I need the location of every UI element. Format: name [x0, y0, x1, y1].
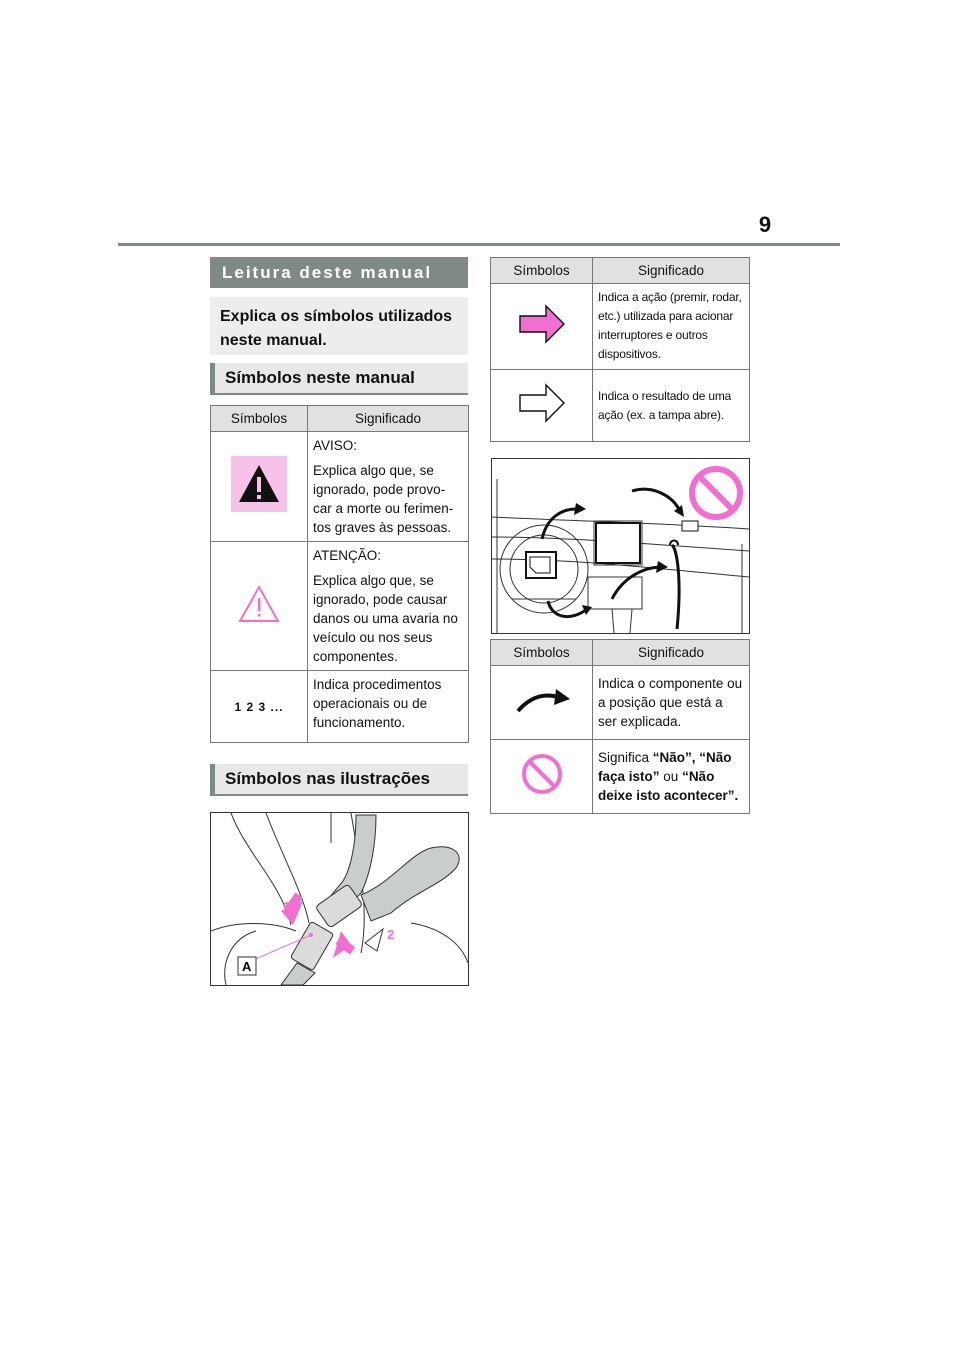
- prohibited-phrase-2: “Não deixe isto acontecer”.: [598, 769, 739, 803]
- result-text: Indica o resultado de uma ação (ex. a tampa abre).: [593, 370, 750, 442]
- component-text: Indica o componente ou a posição que está a ser explicada.: [593, 666, 750, 740]
- table-row: [211, 542, 469, 671]
- prohibited-prefix: Significa: [598, 750, 653, 765]
- arrows-table: [490, 257, 750, 442]
- prohibited-mid: ou: [659, 769, 683, 784]
- warning-text: Explica algo que, se ignorado, pode provo-car a morte ou ferimen-tos graves às pessoas.: [313, 463, 454, 535]
- caution-label: ATENÇÃO:: [313, 548, 382, 563]
- header-meaning: Significado: [593, 258, 750, 284]
- steps-text: Indica procedimentos operacionais ou de funcionamento.: [308, 671, 469, 743]
- steps-icon: 1 2 3 ...: [234, 699, 284, 714]
- symbols-heading: Símbolos neste manual: [210, 363, 468, 395]
- seatbelt-illustration: [210, 812, 469, 986]
- table-row: [211, 671, 469, 743]
- caution-icon: [237, 584, 281, 624]
- table-row: [491, 740, 750, 814]
- label-a: A: [242, 959, 252, 974]
- symbols-table: [210, 405, 469, 743]
- header-symbols: Símbolos: [491, 640, 593, 666]
- header-meaning: Significado: [593, 640, 750, 666]
- prohibited-phrase-1: “Não”, “Não faça isto”: [598, 750, 732, 784]
- step-1-label: 1: [283, 899, 291, 914]
- result-arrow-icon: [518, 382, 566, 424]
- header-meaning: Significado: [308, 406, 469, 432]
- table-row: [491, 666, 750, 740]
- section-title: Leitura deste manual: [210, 257, 468, 288]
- step-2-label: 2: [387, 927, 395, 942]
- prohibited-text: [593, 740, 750, 814]
- prohibited-icon: [520, 752, 564, 796]
- warning-label: AVISO:: [313, 438, 358, 453]
- component-table: [490, 639, 750, 814]
- header-rule: [118, 243, 840, 246]
- dashboard-illustration: [491, 458, 750, 634]
- table-row: [491, 284, 750, 370]
- warning-icon: [231, 456, 287, 512]
- caution-text: Explica algo que, se ignorado, pode causar danos ou uma avaria no veículo ou nos seus componentes.: [313, 573, 458, 664]
- table-row: [491, 370, 750, 442]
- header-symbols: Símbolos: [211, 406, 308, 432]
- page-number: 9: [758, 212, 772, 237]
- illustrations-heading: Símbolos nas ilustrações: [210, 764, 468, 796]
- table-row: [211, 432, 469, 542]
- action-arrow-icon: [518, 303, 566, 345]
- component-arrow-icon: [512, 685, 572, 715]
- intro-text: Explica os símbolos utilizados neste manual.: [210, 297, 468, 355]
- header-symbols: Símbolos: [491, 258, 593, 284]
- action-text: Indica a ação (premir, rodar, etc.) utilizada para acionar interruptores e outros dispositivos.: [593, 284, 750, 370]
